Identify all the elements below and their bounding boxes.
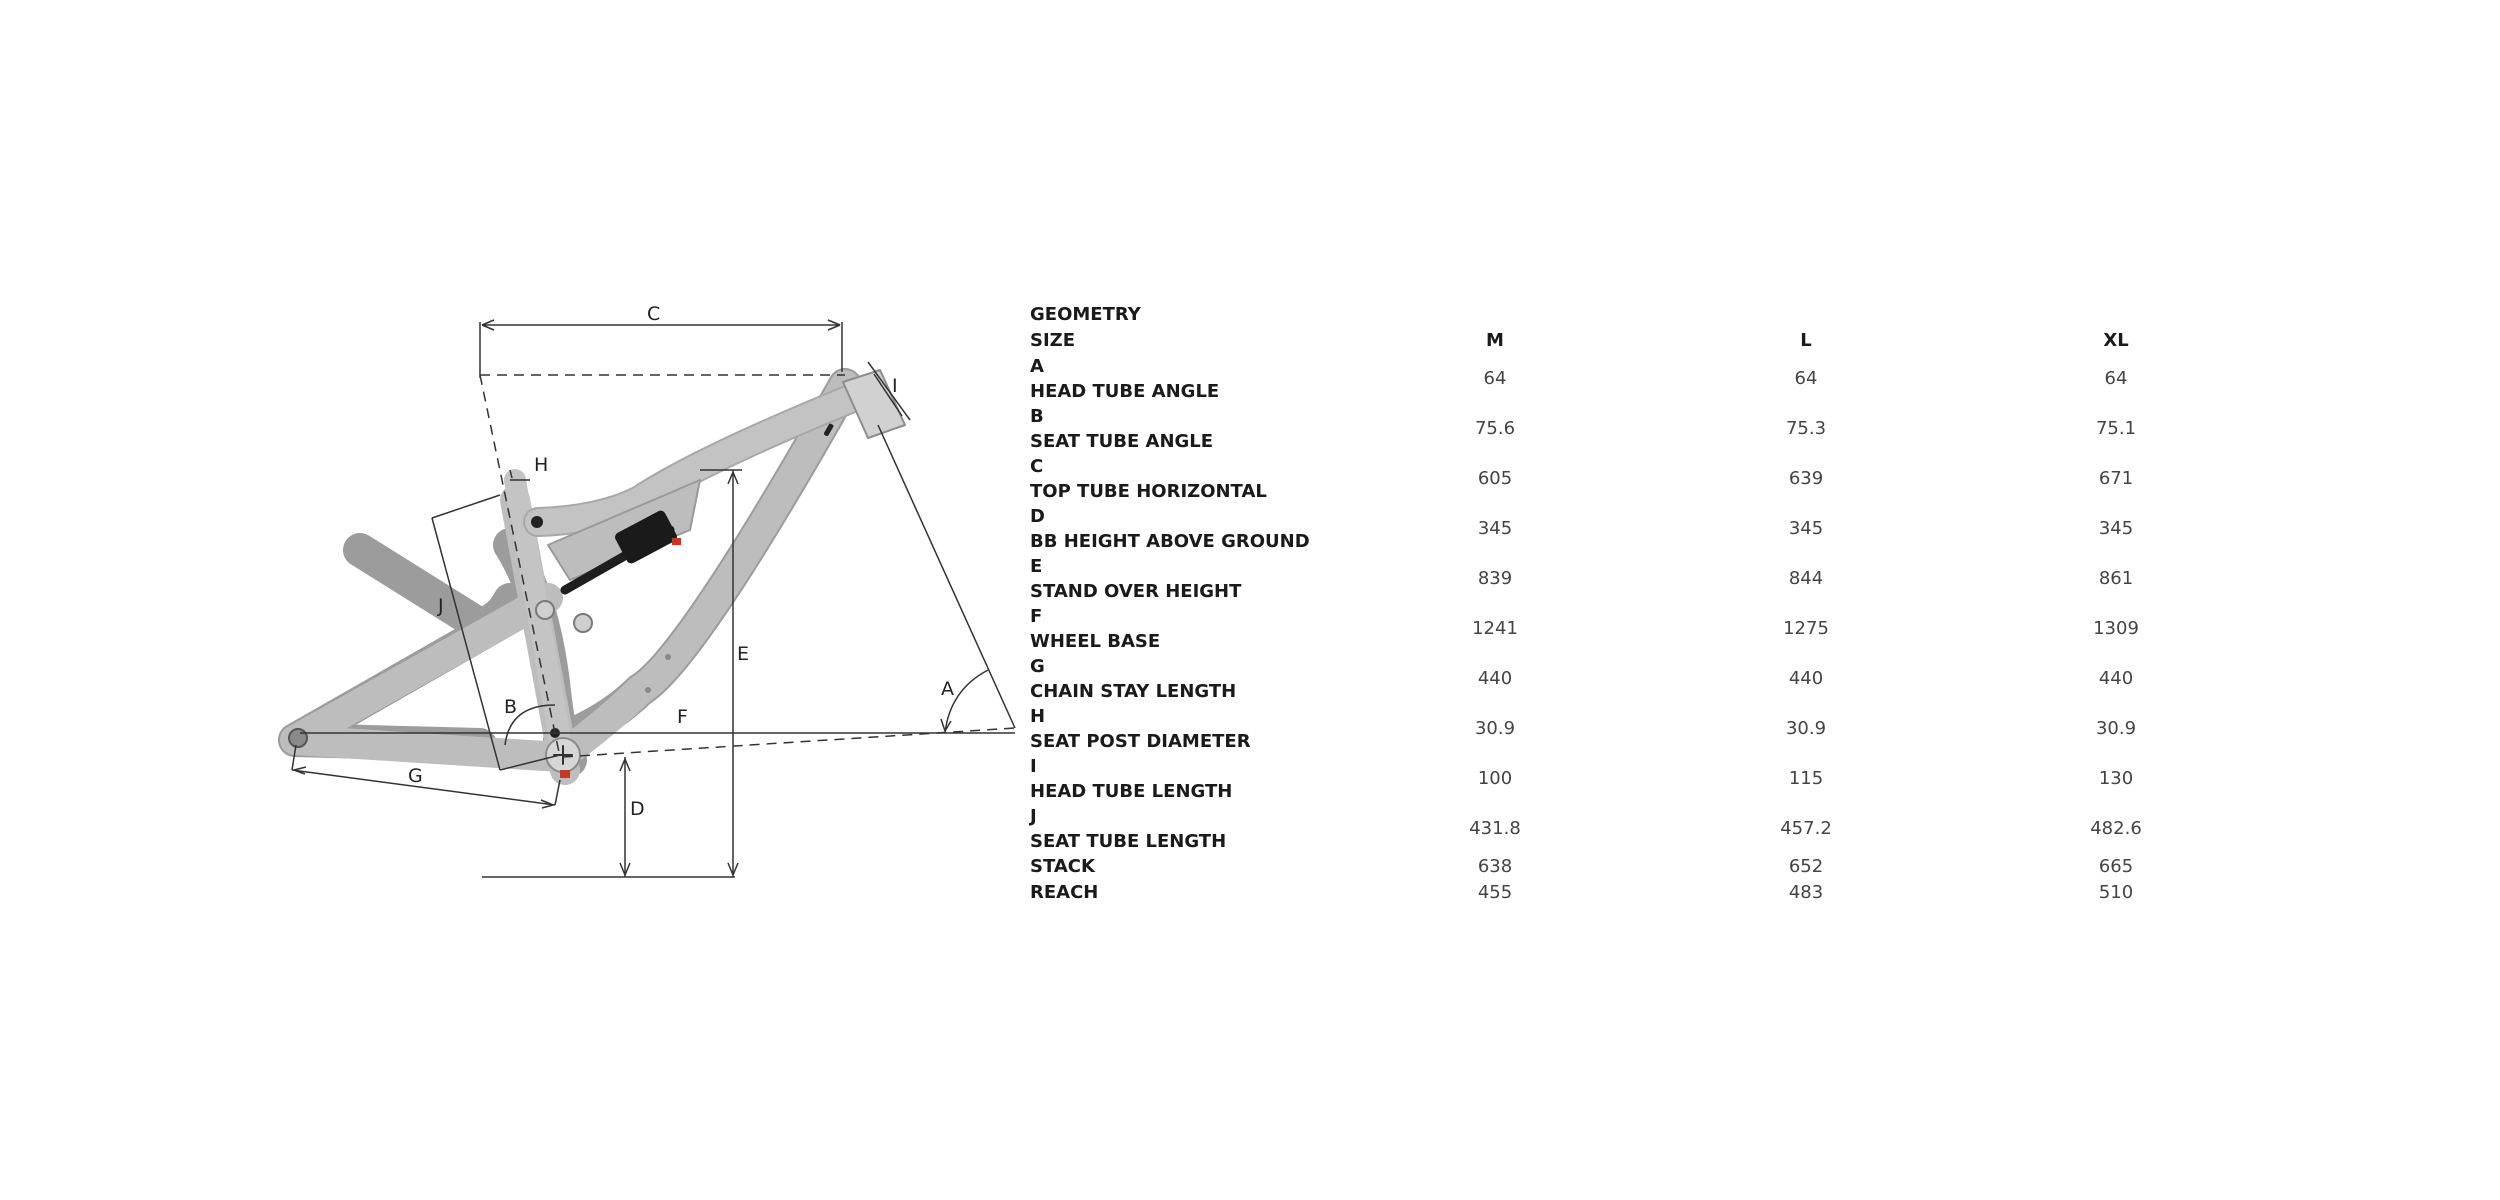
value-cell: 100 [1477,768,1513,789]
row-code: F [1030,606,1043,627]
table-row [1030,354,2210,404]
row-code: A [1030,356,1044,377]
value-cell: 345 [1477,518,1513,539]
value-cell: 30.9 [1474,718,1516,739]
table-row [1030,854,2210,880]
row-name: WHEEL BASE [1030,631,1161,652]
bike-frame [289,370,905,778]
row-name: HEAD TUBE ANGLE [1030,381,1220,402]
value-cell: 431.8 [1469,818,1521,839]
value-cell: 483 [1788,882,1824,903]
dimension-lines [292,320,1015,877]
dim-label-b: B [504,696,518,718]
value-cell: 440 [1788,668,1824,689]
table-row [1030,880,2210,906]
row-code: E [1030,556,1043,577]
size-header-row [1030,328,2210,354]
row-label [1030,604,1160,654]
dim-label-h: H [534,454,549,476]
value-cell: 30.9 [1785,718,1827,739]
table-row [1030,554,2210,604]
value-cell: 345 [1788,518,1824,539]
row-code: H [1030,706,1046,727]
value-cell: 839 [1477,568,1513,589]
value-cell: 75.6 [1474,418,1516,439]
value-cell: 605 [1477,468,1513,489]
dim-label-d: D [630,798,645,820]
row-name: BB HEIGHT ABOVE GROUND [1030,531,1310,552]
value-cell: 130 [2098,768,2134,789]
value-cell: 457.2 [1780,818,1832,839]
row-name: CHAIN STAY LENGTH [1030,681,1237,702]
row-name: STACK [1030,856,1095,877]
row-code: C [1030,456,1044,477]
value-cell: 64 [1794,368,1818,389]
row-label [1030,354,1219,404]
value-cell: 345 [2098,518,2134,539]
size-m: M [1486,330,1504,351]
value-cell: 1275 [1783,618,1829,639]
value-cell: 665 [2098,856,2134,877]
row-label [1030,504,1310,554]
value-cell: 1309 [2093,618,2139,639]
row-label [1030,554,1241,604]
row-label [1030,804,1226,854]
value-cell: 30.9 [2095,718,2137,739]
dim-label-f: F [677,706,688,728]
table-row [1030,754,2210,804]
size-l: L [1800,330,1812,351]
table-row [1030,454,2210,504]
row-label [1030,454,1267,504]
row-label [1030,854,1095,879]
value-cell: 510 [2098,882,2134,903]
dim-label-g: G [408,765,423,787]
row-label [1030,404,1213,454]
value-cell: 638 [1477,856,1513,877]
value-cell: 455 [1477,882,1513,903]
row-name: SEAT POST DIAMETER [1030,731,1251,752]
table-row [1030,804,2210,854]
row-name: SEAT TUBE LENGTH [1030,831,1227,852]
row-name: SEAT TUBE ANGLE [1030,431,1214,452]
table-row [1030,604,2210,654]
dim-label-j: J [438,595,444,617]
value-cell: 639 [1788,468,1824,489]
row-code: B [1030,406,1044,427]
row-label [1030,754,1232,804]
value-cell: 861 [2098,568,2134,589]
geometry-table [1030,302,2210,906]
row-code: G [1030,656,1045,677]
row-code: I [1030,756,1037,777]
dim-label-c: C [647,303,661,325]
value-cell: 64 [1483,368,1507,389]
frame-geometry-diagram [0,0,1040,1200]
row-name: HEAD TUBE LENGTH [1030,781,1233,802]
value-cell: 482.6 [2090,818,2142,839]
value-cell: 1241 [1472,618,1518,639]
row-name: STAND OVER HEIGHT [1030,581,1242,602]
table-row [1030,504,2210,554]
row-label [1030,704,1251,754]
value-cell: 652 [1788,856,1824,877]
value-cell: 115 [1788,768,1824,789]
value-cell: 64 [2104,368,2128,389]
table-row [1030,654,2210,704]
row-code: J [1030,806,1037,827]
row-name: TOP TUBE HORIZONTAL [1030,481,1267,502]
value-cell: 75.3 [1785,418,1827,439]
row-code: D [1030,506,1045,527]
size-xl: XL [2103,330,2129,351]
dim-label-e: E [737,643,750,665]
table-row [1030,404,2210,454]
row-label [1030,880,1098,905]
value-cell: 440 [2098,668,2134,689]
value-cell: 844 [1788,568,1824,589]
table-row [1030,704,2210,754]
value-cell: 75.1 [2095,418,2137,439]
dim-label-i: I [892,375,898,397]
row-name: REACH [1030,882,1099,903]
dim-label-a: A [941,678,954,700]
value-cell: 440 [1477,668,1513,689]
size-label: SIZE [1030,330,1076,351]
value-cell: 671 [2098,468,2134,489]
row-label [1030,654,1236,704]
table-title: GEOMETRY [1030,304,1141,325]
